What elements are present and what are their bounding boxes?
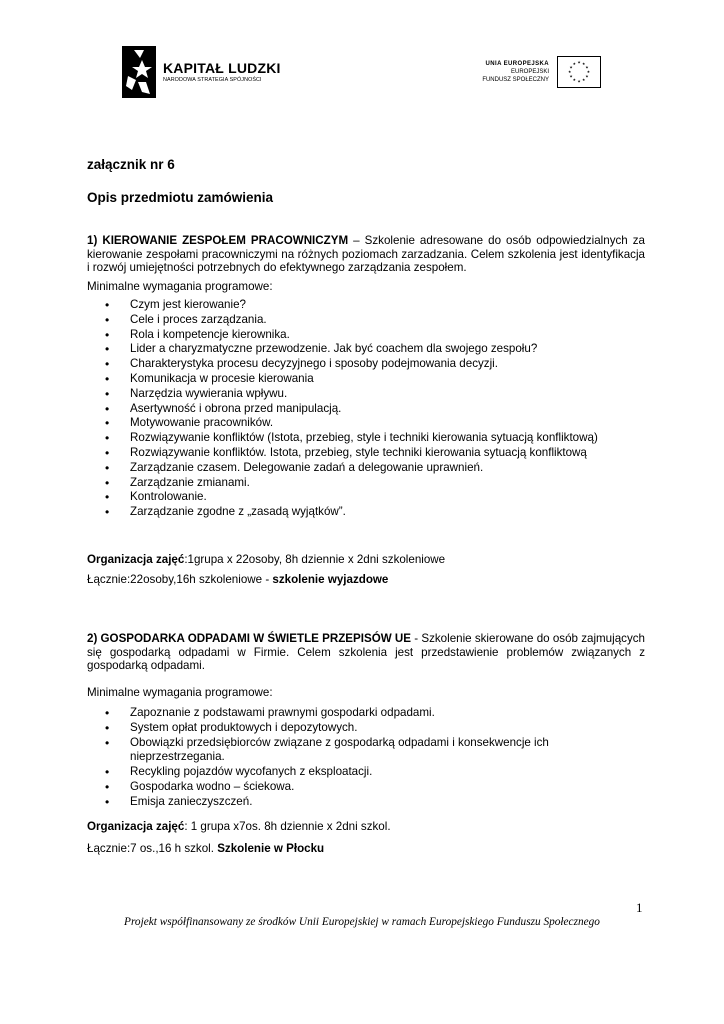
section1-org-text: :1grupa x 22osoby, 8h dziennie x 2dni szkoleniowe: [184, 553, 446, 566]
page-footer: Projekt współfinansowany ze środków Unii Europejskiej w ramach Europejskiego Funduszu Społecznego: [124, 916, 600, 928]
list-item: • Rozwiązywanie konfliktów. Istota, przebieg, style techniki kierowania sytuacją konfliktową: [87, 446, 598, 461]
list-item: • Motywowanie pracowników.: [87, 416, 598, 431]
kapital-ludzki-emblem-icon: [122, 46, 156, 98]
page-number: 1: [636, 900, 643, 915]
logo-left-subtitle: NARODOWA STRATEGIA SPÓJNOŚCI: [163, 77, 262, 83]
section1-total: [87, 573, 388, 586]
svg-text:★: ★: [585, 74, 589, 79]
svg-text:★: ★: [572, 61, 576, 66]
logo-right-line2: EUROPEJSKI: [510, 69, 549, 75]
svg-text:★: ★: [567, 69, 572, 74]
section1-total-bold: szkolenie wyjazdowe: [272, 573, 389, 586]
svg-text:★: ★: [569, 74, 573, 79]
list-item: • Recykling pojazdów wycofanych z eksploatacji.: [87, 765, 600, 780]
section1-requirements-label: Minimalne wymagania programowe:: [87, 280, 273, 293]
section2-list: [87, 706, 600, 810]
list-item: • Charakterystyka procesu decyzyjnego i sposoby podejmowania decyzji.: [87, 357, 598, 372]
section2-intro: [87, 632, 645, 673]
section2-heading: 2) GOSPODARKA ODPADAMI W ŚWIETLE PRZEPISÓW UE: [87, 632, 412, 645]
list-item: • Zarządzanie zmianami.: [87, 476, 598, 491]
eu-flag-icon: [557, 56, 601, 88]
list-item: • Komunikacja w procesie kierowania: [87, 372, 598, 387]
section2-total: [87, 842, 324, 855]
list-item: • Zapoznanie z podstawami prawnymi gospodarki odpadami.: [87, 706, 600, 721]
list-item: • Narzędzia wywierania wpływu.: [87, 387, 598, 402]
section2-total-text: Łącznie:7 os.,16 h szkol.: [87, 842, 218, 855]
list-item: • Zarządzanie zgodne z „zasadą wyjątków”.: [87, 505, 598, 520]
section1-total-text: Łącznie:22osoby,16h szkoleniowe -: [87, 573, 273, 586]
svg-text:★: ★: [585, 65, 589, 70]
list-item: • Cele i proces zarządzania.: [87, 313, 598, 328]
eu-logo-text: [482, 60, 549, 84]
section1-org-label: Organizacja zajęć: [87, 553, 185, 566]
section2-organization: [87, 820, 391, 833]
list-item: • Emisja zanieczyszczeń.: [87, 795, 600, 810]
list-item: • System opłat produktowych i depozytowych.: [87, 721, 600, 736]
svg-text:★: ★: [569, 65, 573, 70]
svg-text:★: ★: [582, 77, 586, 82]
list-item: • Lider a charyzmatyczne przewodzenie. Jak być coachem dla swojego zespołu?: [87, 342, 598, 357]
section2-intro-text: - Szkolenie skierowane do osób zajmujących się gospodarką odpadami w Firmie. Celem szkolenia jest przedstawienie problemów związanych z gospodarką odpadami.: [87, 632, 645, 672]
logo-right-line1: UNIA EUROPEJSKA: [485, 61, 549, 67]
section1-organization: [87, 553, 445, 566]
page-title: Opis przedmiotu zamówienia: [87, 190, 274, 205]
kapital-ludzki-logo: [122, 46, 282, 98]
svg-text:★: ★: [572, 77, 576, 82]
section2-org-label: Organizacja zajęć: [87, 820, 185, 833]
eu-logo: [463, 56, 601, 88]
section2-total-bold: Szkolenie w Płocku: [217, 842, 325, 855]
section2-org-text: : 1 grupa x7os. 8h dziennie x 2dni szkol.: [184, 820, 391, 833]
list-item: • Asertywność i obrona przed manipulacją.: [87, 402, 598, 417]
list-item: • Kontrolowanie.: [87, 490, 598, 505]
section1-intro: [87, 234, 645, 275]
list-item: • Rozwiązywanie konfliktów (Istota, przebieg, style i techniki kierowania sytuacją konfliktową): [87, 431, 598, 446]
list-item: • Zarządzanie czasem. Delegowanie zadań a delegowanie uprawnień.: [87, 461, 598, 476]
svg-text:★: ★: [577, 79, 581, 84]
section1-heading: 1) KIEROWANIE ZESPOŁEM PRACOWNICZYM: [87, 234, 349, 247]
svg-text:★: ★: [586, 69, 591, 74]
svg-text:★: ★: [582, 61, 586, 66]
list-item: • Czym jest kierowanie?: [87, 298, 598, 313]
logo-left-title: KAPITAŁ LUDZKI: [163, 60, 281, 76]
list-item: • Rola i kompetencje kierownika.: [87, 328, 598, 343]
section1-intro-text: – Szkolenie adresowane do osób odpowiedzialnych za kierowanie zespołami pracowniczymi na różnych poziomach zarzadzania. Celem szkolenia jest identyfikacja i rozwój umiejętności potrzebnych do efektywnego zarządzania zespołem.: [87, 234, 646, 274]
section1-list: [87, 298, 598, 520]
annex-label: załącznik nr 6: [87, 157, 175, 172]
logo-right-line3: FUNDUSZ SPOŁECZNY: [482, 77, 549, 83]
section2-requirements-label: Minimalne wymagania programowe:: [87, 686, 273, 699]
svg-text:★: ★: [577, 60, 581, 65]
list-item: • Gospodarka wodno – ściekowa.: [87, 780, 600, 795]
list-item: • Obowiązki przedsiębiorców związane z gospodarką odpadami i konsekwencje ich nieprzestrzegania.: [87, 736, 600, 766]
